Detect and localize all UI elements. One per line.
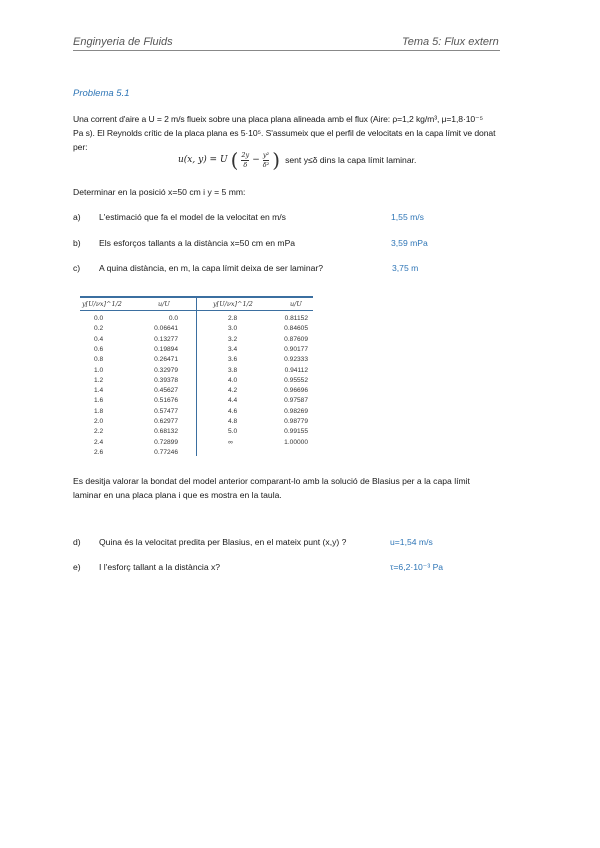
formula-num-2: y² [262, 150, 270, 159]
formula-fraction-1 [241, 151, 249, 170]
intro-line-1: Una corrent d'aire a U = 2 m/s flueix sobre una placa plana alineada amb el flux (Aire: ρ=1,2 kg/m³, μ=1,8·10⁻⁵ [73, 114, 483, 124]
table-cell-uU: 0.19894 [154, 345, 178, 353]
question-label: b) [73, 238, 81, 248]
question-label: a) [73, 212, 81, 222]
table-cell-uU: 0.57477 [154, 407, 178, 415]
determinar-text: Determinar en la posició x=50 cm i y = 5 mm: [73, 187, 246, 197]
answer-e: τ=6,2·10⁻³ Pa [390, 562, 444, 572]
table-cell-eta: 4.4 [228, 397, 238, 405]
question-text: A quina distància, en m, la capa límit deixa de ser laminar? [99, 263, 324, 273]
table-cell-eta: 1.0 [94, 366, 104, 374]
table-cell-uU: 0.92333 [284, 356, 308, 364]
formula-lhs: u(x, y) = U [178, 155, 228, 165]
table-cell-uU: 0.84605 [284, 325, 308, 333]
table-cell-uU: 0.32979 [154, 366, 178, 374]
table-cell-eta: 1.8 [94, 407, 104, 415]
table-header-uU-right: u/U [290, 300, 302, 308]
table-cell-eta: 3.0 [228, 325, 238, 333]
answer-d: u=1,54 m/s [390, 537, 433, 547]
table-cell-uU: 0.0 [168, 315, 178, 322]
table-cell-eta: 3.8 [228, 366, 238, 374]
formula-fraction-2 [263, 151, 270, 170]
problem-title: Problema 5.1 [73, 88, 130, 99]
formula-suffix: sent y≤δ dins la capa límit laminar. [285, 155, 417, 165]
table-header-eta-left: y[U/νx]^1/2 [82, 300, 122, 308]
header-rule [73, 50, 500, 51]
table-cell-eta: 2.4 [94, 438, 104, 446]
table-cell-uU: 0.87609 [284, 335, 308, 343]
table-cell-uU: 0.51676 [154, 397, 178, 405]
table-cell-eta: 5.0 [228, 428, 238, 436]
intro-paragraph [73, 112, 503, 154]
table-cell-eta: 1.2 [94, 376, 104, 384]
question-label: c) [73, 263, 81, 273]
table-cell-uU: 0.77246 [154, 448, 178, 456]
table-cell-uU: 0.68132 [154, 428, 178, 436]
question-text: Quina és la velocitat predita per Blasius, en el mateix punt (x,y) ? [99, 537, 347, 547]
table-cell-uU: 0.98269 [284, 407, 308, 415]
question-b [73, 238, 389, 248]
answer-c: 3,75 m [392, 263, 419, 273]
table-cell-eta: 1.6 [94, 397, 104, 405]
table-cell-eta: 0.4 [94, 335, 104, 343]
answer-b: 3,59 mPa [391, 238, 428, 248]
table-cell-uU: 0.45627 [154, 387, 178, 395]
table-cell-uU: 0.39378 [154, 376, 178, 384]
table-cell-eta: 3.4 [228, 345, 238, 353]
header-left: Enginyeria de Fluids [73, 36, 173, 48]
table-cell-uU: 0.81152 [284, 315, 308, 322]
table-cell-eta: 0.2 [94, 325, 104, 333]
table-cell-eta: ∞ [228, 438, 233, 446]
formula-close-paren: ) [272, 148, 281, 172]
blasius-line-1: Es desitja valorar la bondat del model anterior comparant-lo amb la solució de Blasius per a la capa límit [73, 476, 470, 486]
question-label: e) [73, 562, 81, 572]
table-cell-uU: 0.13277 [154, 335, 178, 343]
table-cell-uU: 0.94112 [284, 366, 308, 374]
table-cell-eta: 4.8 [228, 418, 238, 425]
formula-den-1: δ [243, 161, 248, 170]
table-cell-eta: 2.8 [228, 315, 238, 322]
table-cell-uU: 0.06641 [154, 325, 178, 333]
table-cell-uU: 0.26471 [154, 356, 178, 364]
table-cell-uU: 0.62977 [154, 418, 178, 425]
formula-open-paren: ( [230, 148, 239, 172]
formula-num-1: 2y [241, 150, 250, 159]
table-cell-uU: 0.90177 [284, 345, 308, 353]
intro-line-3: per: [73, 142, 88, 152]
table-cell-eta: 4.6 [228, 407, 238, 415]
blasius-line-2: laminar en una placa plana i que es mostra en la taula. [73, 490, 282, 500]
question-text: Els esforços tallants a la distància x=50 cm en mPa [99, 238, 296, 248]
intro-line-2: Pa s). El Reynolds crític de la placa plana es 5·10⁵. S'assumeix que el perfil de velocitats en la capa límit ve donat [73, 128, 496, 138]
table-cell-eta: 3.6 [228, 356, 238, 364]
table-cell-uU: 0.72899 [154, 438, 178, 446]
table-cell-eta: 2.6 [94, 448, 104, 456]
velocity-profile-formula [178, 150, 416, 170]
table-cell-eta: 2.2 [94, 428, 104, 436]
blasius-table [80, 296, 313, 456]
table-cell-uU: 0.97587 [284, 397, 308, 405]
table-cell-eta: 2.0 [94, 418, 104, 425]
table-cell-uU: 0.98779 [284, 418, 308, 425]
formula-minus: − [252, 155, 260, 165]
table-cell-eta: 4.2 [228, 387, 238, 395]
blasius-paragraph [73, 474, 503, 502]
formula-den-2: δ² [262, 161, 270, 170]
question-text: I l'esforç tallant a la distància x? [99, 562, 221, 572]
question-e [73, 562, 399, 572]
header-right: Tema 5: Flux extern [402, 36, 499, 48]
table-cell-eta: 4.0 [228, 376, 238, 384]
table-cell-eta: 0.0 [94, 315, 104, 322]
table-cell-uU: 0.96696 [284, 387, 308, 395]
question-c [73, 263, 389, 273]
table-cell-eta: 1.4 [94, 387, 104, 395]
table-cell-eta: 0.8 [94, 356, 104, 364]
question-label: d) [73, 537, 81, 547]
table-cell-uU: 0.99155 [284, 428, 308, 436]
table-header-uU-left: u/U [158, 300, 170, 308]
table-cell-eta: 0.6 [94, 345, 104, 353]
table-cell-uU: 1.00000 [284, 438, 308, 446]
table-cell-uU: 0.95552 [284, 376, 308, 384]
table-cell-eta: 3.2 [228, 335, 238, 343]
question-d [73, 537, 399, 547]
table-column-divider [196, 296, 197, 456]
question-a [73, 212, 389, 222]
question-text: L'estimació que fa el model de la velocitat en m/s [99, 212, 286, 222]
answer-a: 1,55 m/s [391, 212, 424, 222]
table-header-eta-right: y[U/νx]^1/2 [213, 300, 253, 308]
